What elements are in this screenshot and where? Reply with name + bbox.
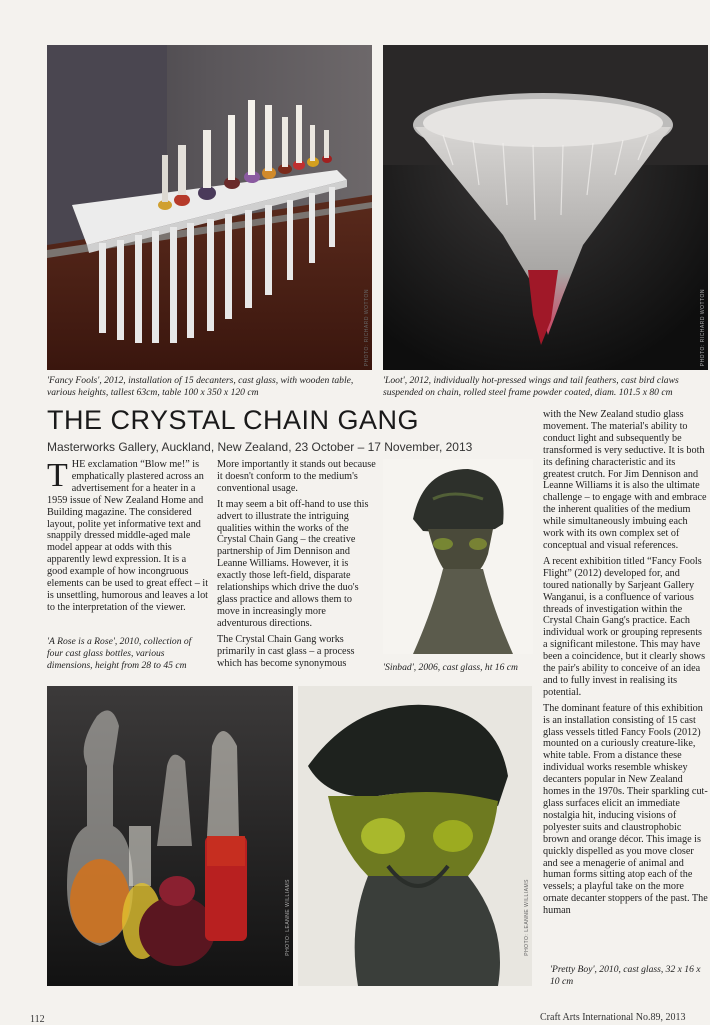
paragraph: More importantly it stands out because it doesn't conform to the medium's conventional usage.	[217, 459, 376, 494]
pretty-boy-caption: 'Pretty Boy', 2010, cast glass, 32 x 16 x 10 cm	[550, 964, 701, 987]
column-2	[217, 459, 377, 673]
magazine-footer: Craft Arts International No.89, 2013	[540, 1012, 686, 1023]
fancy-fools-caption: 'Fancy Fools', 2012, installation of 15 decanters, cast glass, with wooden table, various heights, tallest 63cm, table 100 x 350 x 120 cm	[47, 375, 354, 398]
photo-credit: PHOTO: LEANNE WILLIAMS	[285, 879, 291, 956]
sinbad-photo	[383, 459, 533, 654]
column-1	[47, 459, 209, 618]
photo-credit: PHOTO: LEANNE WILLIAMS	[524, 879, 530, 956]
fancy-fools-photo	[47, 45, 372, 370]
page-number: 112	[30, 1014, 45, 1025]
article-subtitle: Masterworks Gallery, Auckland, New Zealand, 23 October – 17 November, 2013	[47, 440, 473, 454]
column-3	[543, 409, 708, 921]
loot-caption: 'Loot', 2012, individually hot-pressed wings and tail feathers, cast bird claws suspended on chain, rolled steel frame powder coated, diam. 101.5 x 80 cm	[383, 375, 679, 398]
paragraph: A recent exhibition titled “Fancy Fools Flight” (2012) developed for, and toured nationally by Sarjeant Gallery Wanganui, is a confluence of various threads of investigation within the Crystal Chain Gang's practice. Each individual work or grouping represents a significant milestone. This may have been a coincidence, but it clearly shows the pair's ability to conceive of an idea and to fully invest in realising its potential.	[543, 555, 706, 698]
paragraph: The dominant feature of this exhibition is an installation consisting of 15 cast glass vessels titled Fancy Fools (2012) mounted on a curiously creature-like, white table. From a distance these individual works resemble whiskey decanters popular in New Zealand homes in the 1970s. Their sparkling cut-glass surfaces elicit an immediate nostalgia hit, inducing visions of polyester suits and claustrophobic brown and orange décor. This image is quickly dispelled as you move closer and see a menagerie of animal and human forms sitting atop each of the vessels; a playful take on the more ornate decanter stoppers of the past. The human	[543, 702, 708, 917]
photo-credit: PHOTO: RICHARD WOTTON	[364, 288, 370, 366]
photo-credit: PHOTO: RICHARD WOTTON	[700, 288, 706, 366]
article-title: THE CRYSTAL CHAIN GANG	[47, 405, 420, 435]
drop-cap: T	[47, 457, 68, 494]
paragraph: It may seem a bit off-hand to use this advert to illustrate the intriguing qualities within the works of the Crystal Chain Gang – the creative partnership of Jim Dennison and Leanne Williams. However, it is exactly those left-field, disparate relationships which drive the duo's glass practice and allows them to move in increasingly more adventurous directions.	[217, 498, 369, 629]
rose-photo	[47, 686, 293, 986]
rose-caption: 'A Rose is a Rose', 2010, collection of four cast glass bottles, various dimensions, height from 28 to 45 cm	[47, 636, 192, 671]
intro-paragraph: THE exclamation “Blow me!” is emphatically plastered across an advertisement for a heater in a 1959 issue of New Zealand Home and Building magazine. The considered layout, polite yet informative text and snappily dressed middle-aged male model appear at odds with this apparently lewd expression. It is a good example of how incongruous elements can be used to great effect – it is unsettling, humorous and leaves a lot to the interpretation of the viewer.	[47, 457, 209, 613]
paragraph: with the New Zealand studio glass movement. The material's ability to conduct light and subsequently be transformed is very seductive. It is both its defining characteristic and its greatest crutch. For Jim Dennison and Leanne Williams it is also the ultimate challenge – to engage with and embrace the inherent qualities of the medium while simultaneously imbuing each work with its own complex set of conceptual and visual references.	[543, 409, 707, 551]
pretty-boy-photo	[298, 686, 532, 986]
loot-photo	[383, 45, 708, 370]
paragraph: The Crystal Chain Gang works primarily in cast glass – a process which has become synonymous	[217, 633, 355, 669]
sinbad-caption: 'Sinbad', 2006, cast glass, ht 16 cm	[383, 662, 518, 673]
